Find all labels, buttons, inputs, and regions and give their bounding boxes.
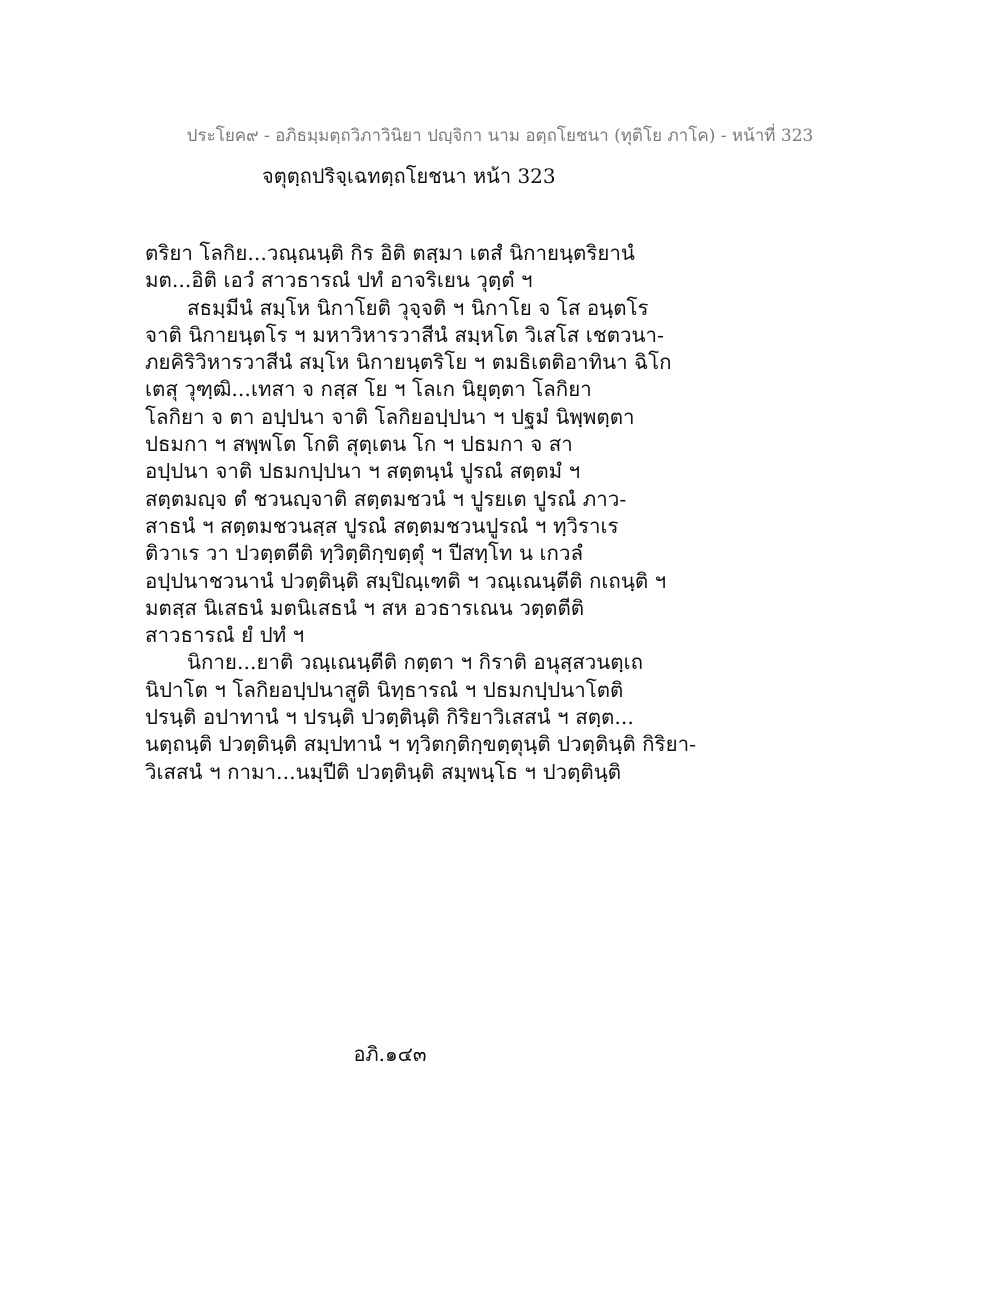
text-line: จาติ นิกายนฺตโร ฯ มหาวิหารวาสีนํ สมฺหโต วิเสโส เชตวนา-	[145, 322, 664, 347]
text-line: มตสฺส นิเสธนํ มตนิเสธนํ ฯ สห อวธารเณน วตฺตตีติ	[145, 595, 585, 620]
text-line: สธมฺมีนํ สมฺโห นิกาโยติ วุจฺจติ ฯ นิกาโย จ โส อนฺตโร	[187, 295, 649, 320]
text-line: โลกิยา จ ตา อปฺปนา จาติ โลกิยอปฺปนา ฯ ปฐมํ นิพฺพตฺตา	[145, 404, 635, 429]
text-line: อปฺปนาชวนานํ ปวตฺตินฺติ สมฺปิณฺเฑติ ฯ วณฺเณนฺตีติ กเถนฺติ ฯ	[145, 568, 667, 593]
text-line: มต...อิติ เอวํ สาวธารณํ ปทํ อาจริเยน วุตฺตํ ฯ	[145, 268, 533, 293]
body-text	[145, 240, 865, 786]
text-line: อปฺปนา จาติ ปธมกปฺปนา ฯ สตฺตนฺนํ ปูรณํ สตฺตมํ ฯ	[145, 459, 581, 484]
text-line: ตริยา โลกิย...วณฺณนฺติ กิร อิติ ตสฺมา เตสํ นิกายนฺตริยานํ	[145, 241, 635, 265]
section-title: จตุตฺถปริจฺเฉทตฺถโยชนา หน้า 323	[262, 164, 556, 188]
text-line: สาธนํ ฯ สตฺตมชวนสฺส ปูรณํ สตฺตมชวนปูรณํ ฯ ทฺวิราเร	[145, 513, 619, 538]
text-line: ปธมกา ฯ สพฺพโต โกติ สุตฺเตน โก ฯ ปธมกา จ สา	[145, 432, 573, 457]
text-line: เตสุ วุฑฺฒิ...เทสา จ กสฺส โย ฯ โลเก นิยุตฺตา โลกิยา	[145, 377, 592, 402]
text-line: นตฺถนฺติ ปวตฺตินฺติ สมฺปทานํ ฯ ทฺวิตกฺติกฺขตฺตุนฺติ ปวตฺตินฺติ กิริยา-	[145, 732, 697, 757]
text-line: นิกาย...ยาติ วณฺเณนฺตีติ กตฺตา ฯ กิราติ อนุสฺสวนตฺเถ	[187, 650, 644, 675]
text-line: ภยคิริวิหารวาสีนํ สมฺโห นิกายนฺตริโย ฯ ตมธิเตติอาทินา ฉิโก	[145, 350, 672, 375]
text-line: วิเสสนํ ฯ กามา...นมฺปีติ ปวตฺตินฺติ สมฺพนฺโธ ฯ ปวตฺตินฺติ	[145, 759, 622, 784]
text-line: ติวาเร วา ปวตฺตตีติ ทฺวิตฺติกฺขตฺตุํ ฯ ปีสทฺโท น เกวลํ	[145, 541, 584, 566]
running-header: ประโยค๙ - อภิธมฺมตฺถวิภาวินิยา ปญฺจิกา นาม อตฺถโยชนา (ทุติโย ภาโค) - หน้าที่ 323	[186, 126, 814, 146]
text-line: สตฺตมญฺจ ตํ ชวนญฺจาติ สตฺตมชวนํ ฯ ปูรยเต ปูรณํ ภาว-	[145, 486, 627, 511]
text-line: สาวธารณํ ยํ ปทํ ฯ	[145, 623, 305, 648]
text-line: ปรนฺติ อปาทานํ ฯ ปรนฺติ ปวตฺตินฺติ กิริยาวิเสสนํ ฯ สตฺต...	[145, 705, 634, 730]
page-footer: อภิ.๑๔๓	[353, 1042, 427, 1066]
text-line: นิปาโต ฯ โลกิยอปฺปนาสูติ นิทฺธารณํ ฯ ปธมกปฺปนาโตติ	[145, 677, 624, 702]
